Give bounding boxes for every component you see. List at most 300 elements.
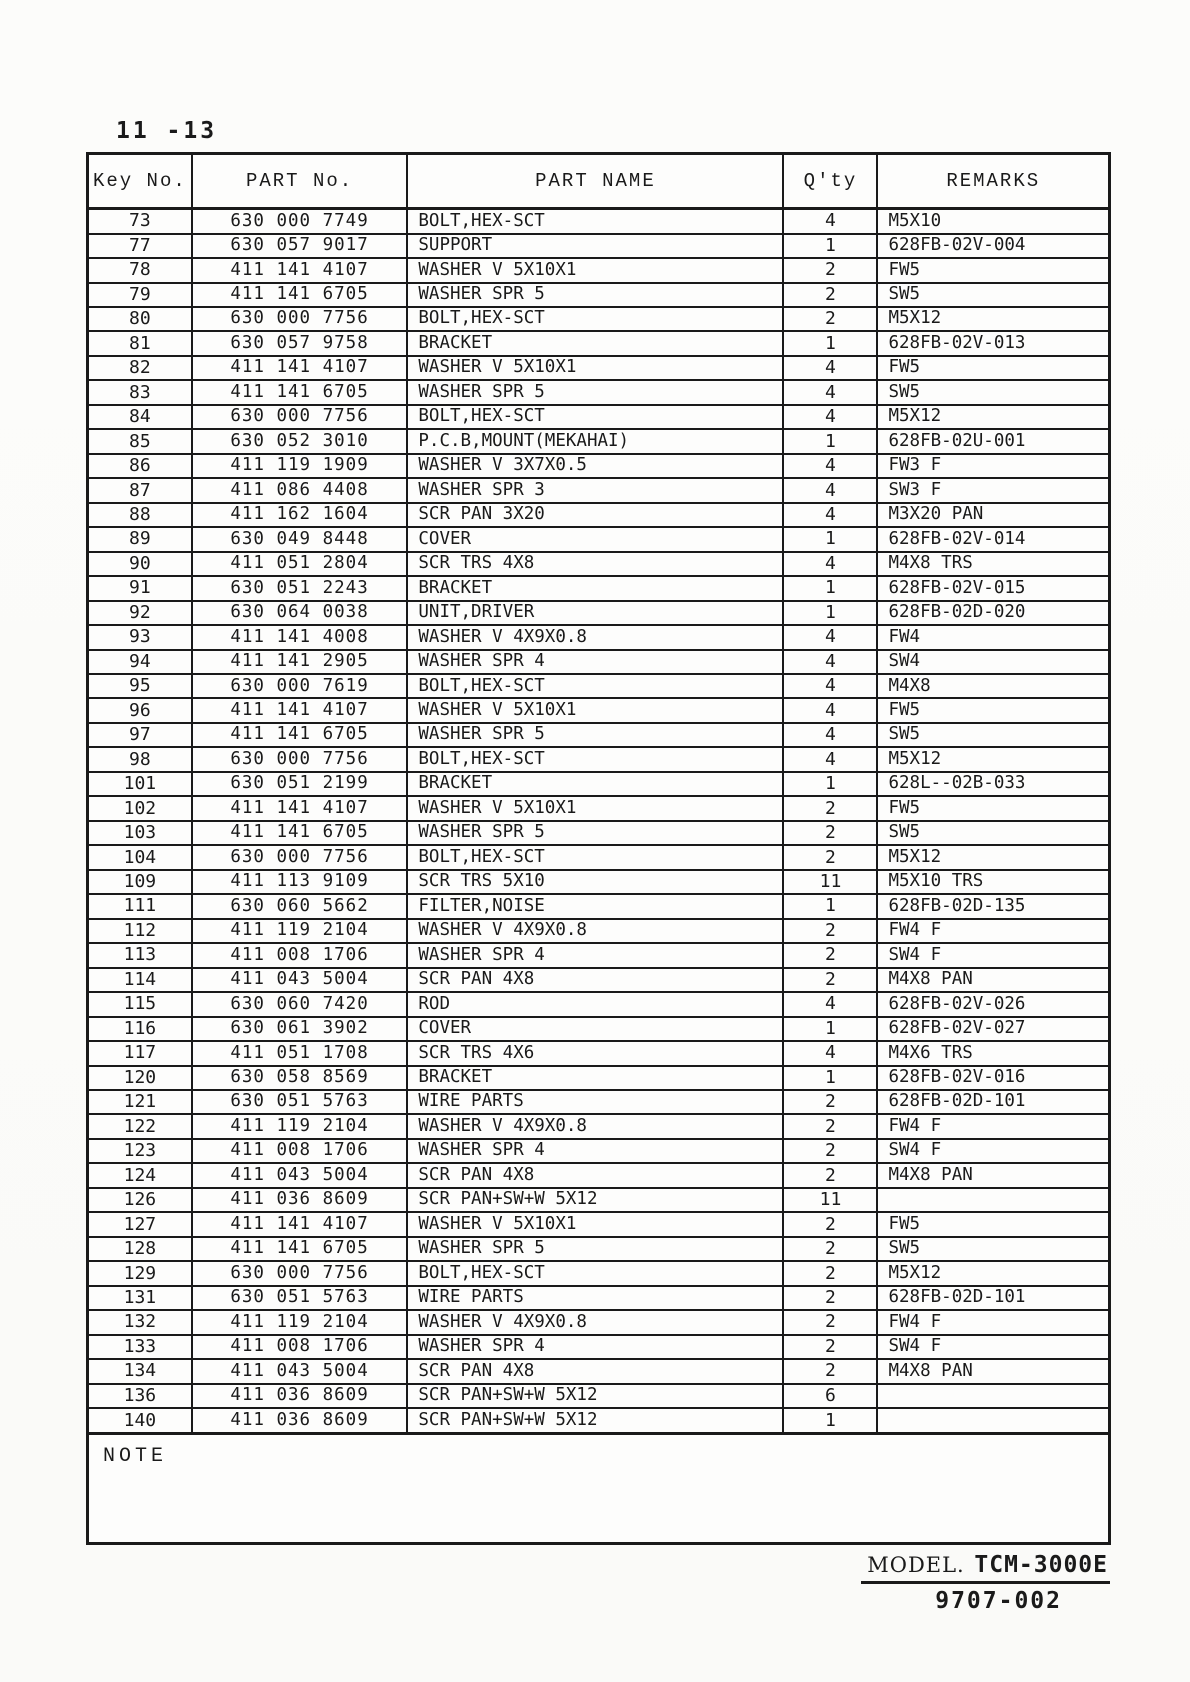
part-no-cell: 411 036 8609	[192, 1408, 408, 1433]
remarks-cell: M4X6 TRS	[877, 1041, 1109, 1065]
remarks-cell: FW4 F	[877, 1114, 1109, 1138]
qty-cell: 1	[783, 331, 877, 355]
table-row	[88, 894, 1110, 918]
part-no-cell: 411 141 6705	[192, 1237, 408, 1261]
part-no-cell: 411 008 1706	[192, 1139, 408, 1163]
qty-cell: 4	[783, 650, 877, 674]
key-no-cell: 116	[88, 1017, 192, 1041]
part-no-cell: 411 036 8609	[192, 1188, 408, 1212]
qty-cell: 4	[783, 1041, 877, 1065]
qty-cell: 1	[783, 601, 877, 625]
part-name-cell: WASHER SPR 4	[407, 1335, 783, 1359]
key-no-cell: 77	[88, 234, 192, 258]
table-header-row	[88, 154, 1110, 209]
key-no-cell: 95	[88, 674, 192, 698]
part-name-cell: BOLT,HEX-SCT	[407, 845, 783, 869]
part-no-cell: 630 051 2199	[192, 772, 408, 796]
qty-cell: 2	[783, 1310, 877, 1334]
remarks-cell: 628FB-02U-001	[877, 429, 1109, 453]
key-no-cell: 136	[88, 1384, 192, 1408]
part-name-cell: SCR PAN 3X20	[407, 503, 783, 527]
table-row	[88, 1408, 1110, 1433]
part-no-cell: 411 086 4408	[192, 478, 408, 502]
part-no-cell: 630 051 2243	[192, 576, 408, 600]
qty-cell: 2	[783, 307, 877, 331]
table-row	[88, 1237, 1110, 1261]
qty-cell: 11	[783, 1188, 877, 1212]
qty-cell: 2	[783, 258, 877, 282]
table-row	[88, 674, 1110, 698]
remarks-cell: 628L--02B-033	[877, 772, 1109, 796]
qty-cell: 4	[783, 674, 877, 698]
table-row	[88, 625, 1110, 649]
part-no-cell: 411 141 2905	[192, 650, 408, 674]
key-no-cell: 98	[88, 747, 192, 771]
table-row	[88, 1384, 1110, 1408]
part-name-cell: WASHER V 4X9X0.8	[407, 919, 783, 943]
qty-cell: 1	[783, 1066, 877, 1090]
qty-cell: 2	[783, 1261, 877, 1285]
qty-cell: 2	[783, 1335, 877, 1359]
key-no-cell: 89	[88, 527, 192, 551]
remarks-cell: SW4	[877, 650, 1109, 674]
key-no-cell: 126	[88, 1188, 192, 1212]
table-row	[88, 772, 1110, 796]
table-row	[88, 1163, 1110, 1187]
remarks-cell: FW4 F	[877, 1310, 1109, 1334]
part-name-cell: SCR PAN+SW+W 5X12	[407, 1408, 783, 1433]
qty-cell: 2	[783, 1212, 877, 1236]
remarks-cell	[877, 1384, 1109, 1408]
key-no-cell: 129	[88, 1261, 192, 1285]
part-name-cell: WIRE PARTS	[407, 1090, 783, 1114]
table-row	[88, 1286, 1110, 1310]
key-no-cell: 81	[88, 331, 192, 355]
part-name-cell: WASHER SPR 4	[407, 943, 783, 967]
table-row	[88, 503, 1110, 527]
part-no-cell: 630 000 7756	[192, 405, 408, 429]
part-name-cell: WASHER SPR 4	[407, 1139, 783, 1163]
qty-cell: 4	[783, 405, 877, 429]
table-row	[88, 331, 1110, 355]
key-no-cell: 93	[88, 625, 192, 649]
remarks-cell: FW5	[877, 698, 1109, 722]
part-no-cell: 630 064 0038	[192, 601, 408, 625]
table-row	[88, 283, 1110, 307]
part-no-cell: 411 008 1706	[192, 943, 408, 967]
qty-cell: 4	[783, 747, 877, 771]
part-name-cell: BOLT,HEX-SCT	[407, 747, 783, 771]
footer	[861, 1552, 1110, 1614]
qty-cell: 1	[783, 234, 877, 258]
key-no-cell: 102	[88, 796, 192, 820]
remarks-cell: M5X12	[877, 405, 1109, 429]
part-name-cell: BRACKET	[407, 576, 783, 600]
table-row	[88, 478, 1110, 502]
qty-cell: 4	[783, 209, 877, 234]
part-no-cell: 411 141 6705	[192, 283, 408, 307]
part-name-cell: ROD	[407, 992, 783, 1016]
part-name-cell: P.C.B,MOUNT(MEKAHAI)	[407, 429, 783, 453]
key-no-cell: 134	[88, 1359, 192, 1383]
col-header-part-name: PART NAME	[407, 154, 783, 209]
part-name-cell: UNIT,DRIVER	[407, 601, 783, 625]
part-name-cell: WASHER SPR 4	[407, 650, 783, 674]
key-no-cell: 127	[88, 1212, 192, 1236]
table-row	[88, 454, 1110, 478]
part-name-cell: BRACKET	[407, 1066, 783, 1090]
note-label: NOTE	[103, 1445, 168, 1468]
part-no-cell: 630 000 7619	[192, 674, 408, 698]
key-no-cell: 92	[88, 601, 192, 625]
remarks-cell: M5X10 TRS	[877, 870, 1109, 894]
part-name-cell: BRACKET	[407, 772, 783, 796]
qty-cell: 4	[783, 478, 877, 502]
part-name-cell: WASHER V 4X9X0.8	[407, 1310, 783, 1334]
key-no-cell: 124	[88, 1163, 192, 1187]
part-no-cell: 630 051 5763	[192, 1286, 408, 1310]
key-no-cell: 82	[88, 356, 192, 380]
remarks-cell: SW4 F	[877, 943, 1109, 967]
key-no-cell: 111	[88, 894, 192, 918]
qty-cell: 1	[783, 527, 877, 551]
qty-cell: 2	[783, 919, 877, 943]
remarks-cell: M5X12	[877, 307, 1109, 331]
part-name-cell: SCR TRS 4X8	[407, 552, 783, 576]
remarks-cell	[877, 1188, 1109, 1212]
remarks-cell: 628FB-02D-135	[877, 894, 1109, 918]
key-no-cell: 113	[88, 943, 192, 967]
part-no-cell: 630 058 8569	[192, 1066, 408, 1090]
table-row	[88, 698, 1110, 722]
key-no-cell: 96	[88, 698, 192, 722]
key-no-cell: 112	[88, 919, 192, 943]
table-row	[88, 1359, 1110, 1383]
part-name-cell: BRACKET	[407, 331, 783, 355]
remarks-cell: M5X12	[877, 845, 1109, 869]
table-row	[88, 796, 1110, 820]
key-no-cell: 90	[88, 552, 192, 576]
part-name-cell: COVER	[407, 527, 783, 551]
qty-cell: 2	[783, 968, 877, 992]
table-row	[88, 1090, 1110, 1114]
part-name-cell: WASHER SPR 3	[407, 478, 783, 502]
qty-cell: 2	[783, 283, 877, 307]
table-row	[88, 552, 1110, 576]
remarks-cell: M5X12	[877, 1261, 1109, 1285]
table-row	[88, 919, 1110, 943]
part-name-cell: BOLT,HEX-SCT	[407, 1261, 783, 1285]
key-no-cell: 94	[88, 650, 192, 674]
qty-cell: 1	[783, 576, 877, 600]
part-name-cell: WASHER V 5X10X1	[407, 698, 783, 722]
part-no-cell: 630 000 7756	[192, 747, 408, 771]
part-no-cell: 630 049 8448	[192, 527, 408, 551]
key-no-cell: 140	[88, 1408, 192, 1433]
qty-cell: 4	[783, 698, 877, 722]
remarks-cell: SW5	[877, 283, 1109, 307]
table-row	[88, 209, 1110, 234]
part-name-cell: WASHER V 4X9X0.8	[407, 1114, 783, 1138]
key-no-cell: 104	[88, 845, 192, 869]
remarks-cell: 628FB-02V-004	[877, 234, 1109, 258]
part-name-cell: BOLT,HEX-SCT	[407, 405, 783, 429]
key-no-cell: 103	[88, 821, 192, 845]
remarks-cell: M5X12	[877, 747, 1109, 771]
part-no-cell: 411 119 2104	[192, 919, 408, 943]
remarks-cell: 628FB-02V-015	[877, 576, 1109, 600]
key-no-cell: 123	[88, 1139, 192, 1163]
qty-cell: 2	[783, 1090, 877, 1114]
remarks-cell: 628FB-02D-101	[877, 1090, 1109, 1114]
part-name-cell: BOLT,HEX-SCT	[407, 209, 783, 234]
qty-cell: 1	[783, 772, 877, 796]
part-name-cell: WASHER V 4X9X0.8	[407, 625, 783, 649]
table-row	[88, 380, 1110, 404]
key-no-cell: 83	[88, 380, 192, 404]
key-no-cell: 117	[88, 1041, 192, 1065]
qty-cell: 1	[783, 894, 877, 918]
key-no-cell: 88	[88, 503, 192, 527]
part-name-cell: SCR PAN 4X8	[407, 1359, 783, 1383]
remarks-cell: FW4	[877, 625, 1109, 649]
table-row	[88, 821, 1110, 845]
part-name-cell: SCR PAN+SW+W 5X12	[407, 1188, 783, 1212]
remarks-cell	[877, 1408, 1109, 1433]
part-no-cell: 411 119 1909	[192, 454, 408, 478]
model-label: MODEL.	[867, 1553, 965, 1577]
qty-cell: 4	[783, 723, 877, 747]
qty-cell: 2	[783, 821, 877, 845]
qty-cell: 2	[783, 796, 877, 820]
remarks-cell: SW4 F	[877, 1335, 1109, 1359]
part-name-cell: WASHER SPR 5	[407, 380, 783, 404]
key-no-cell: 128	[88, 1237, 192, 1261]
remarks-cell: FW4 F	[877, 919, 1109, 943]
key-no-cell: 120	[88, 1066, 192, 1090]
key-no-cell: 73	[88, 209, 192, 234]
part-no-cell: 411 141 4107	[192, 356, 408, 380]
table-row	[88, 1310, 1110, 1334]
remarks-cell: 628FB-02V-013	[877, 331, 1109, 355]
part-no-cell: 411 043 5004	[192, 1359, 408, 1383]
qty-cell: 2	[783, 1237, 877, 1261]
qty-cell: 2	[783, 845, 877, 869]
part-no-cell: 411 141 4008	[192, 625, 408, 649]
remarks-cell: M4X8 PAN	[877, 1359, 1109, 1383]
qty-cell: 1	[783, 429, 877, 453]
table-row	[88, 576, 1110, 600]
key-no-cell: 78	[88, 258, 192, 282]
part-no-cell: 630 000 7756	[192, 307, 408, 331]
qty-cell: 4	[783, 552, 877, 576]
table-row	[88, 943, 1110, 967]
part-no-cell: 411 141 6705	[192, 380, 408, 404]
remarks-cell: M4X8 PAN	[877, 1163, 1109, 1187]
remarks-cell: M4X8 PAN	[877, 968, 1109, 992]
table-row	[88, 870, 1110, 894]
part-no-cell: 411 141 6705	[192, 723, 408, 747]
qty-cell: 4	[783, 356, 877, 380]
part-no-cell: 411 141 4107	[192, 796, 408, 820]
qty-cell: 2	[783, 1114, 877, 1138]
table-row	[88, 258, 1110, 282]
part-name-cell: WASHER SPR 5	[407, 723, 783, 747]
key-no-cell: 122	[88, 1114, 192, 1138]
part-name-cell: WASHER SPR 5	[407, 821, 783, 845]
model-number: TCM-3000E	[974, 1552, 1108, 1578]
part-no-cell: 630 051 5763	[192, 1090, 408, 1114]
remarks-cell: M3X20 PAN	[877, 503, 1109, 527]
part-no-cell: 630 000 7756	[192, 1261, 408, 1285]
table-row	[88, 1066, 1110, 1090]
key-no-cell: 79	[88, 283, 192, 307]
part-no-cell: 630 060 5662	[192, 894, 408, 918]
remarks-cell: FW5	[877, 258, 1109, 282]
part-no-cell: 411 141 4107	[192, 1212, 408, 1236]
part-no-cell: 411 141 4107	[192, 698, 408, 722]
part-no-cell: 630 000 7756	[192, 845, 408, 869]
qty-cell: 2	[783, 1286, 877, 1310]
part-name-cell: WASHER SPR 5	[407, 1237, 783, 1261]
remarks-cell: 628FB-02D-101	[877, 1286, 1109, 1310]
remarks-cell: M5X10	[877, 209, 1109, 234]
remarks-cell: 628FB-02V-014	[877, 527, 1109, 551]
part-name-cell: WASHER V 3X7X0.5	[407, 454, 783, 478]
table-row	[88, 356, 1110, 380]
part-name-cell: WASHER SPR 5	[407, 283, 783, 307]
key-no-cell: 109	[88, 870, 192, 894]
table-row	[88, 1041, 1110, 1065]
part-name-cell: WASHER V 5X10X1	[407, 796, 783, 820]
part-no-cell: 411 036 8609	[192, 1384, 408, 1408]
part-no-cell: 630 000 7749	[192, 209, 408, 234]
col-header-qty: Q'ty	[783, 154, 877, 209]
remarks-cell: M4X8	[877, 674, 1109, 698]
part-no-cell: 411 043 5004	[192, 1163, 408, 1187]
table-row	[88, 968, 1110, 992]
remarks-cell: SW5	[877, 1237, 1109, 1261]
remarks-cell: 628FB-02V-016	[877, 1066, 1109, 1090]
table-row	[88, 845, 1110, 869]
part-no-cell: 411 162 1604	[192, 503, 408, 527]
key-no-cell: 97	[88, 723, 192, 747]
qty-cell: 1	[783, 1408, 877, 1433]
remarks-cell: FW5	[877, 356, 1109, 380]
key-no-cell: 86	[88, 454, 192, 478]
table-row	[88, 1139, 1110, 1163]
qty-cell: 2	[783, 1163, 877, 1187]
note-box	[86, 1433, 1111, 1545]
parts-table	[86, 152, 1111, 1435]
page-number: 11 -13	[116, 118, 218, 144]
part-name-cell: WASHER V 5X10X1	[407, 1212, 783, 1236]
part-no-cell: 411 141 6705	[192, 821, 408, 845]
table-row	[88, 650, 1110, 674]
part-name-cell: SCR PAN 4X8	[407, 1163, 783, 1187]
key-no-cell: 87	[88, 478, 192, 502]
key-no-cell: 101	[88, 772, 192, 796]
qty-cell: 2	[783, 943, 877, 967]
part-name-cell: WASHER V 5X10X1	[407, 356, 783, 380]
remarks-cell: 628FB-02D-020	[877, 601, 1109, 625]
part-no-cell: 411 051 1708	[192, 1041, 408, 1065]
table-row	[88, 405, 1110, 429]
remarks-cell: 628FB-02V-027	[877, 1017, 1109, 1041]
key-no-cell: 131	[88, 1286, 192, 1310]
qty-cell: 4	[783, 503, 877, 527]
table-row	[88, 1335, 1110, 1359]
part-name-cell: SCR TRS 5X10	[407, 870, 783, 894]
table-row	[88, 307, 1110, 331]
table-row	[88, 747, 1110, 771]
part-name-cell: BOLT,HEX-SCT	[407, 307, 783, 331]
remarks-cell: M4X8 TRS	[877, 552, 1109, 576]
key-no-cell: 133	[88, 1335, 192, 1359]
remarks-cell: FW3 F	[877, 454, 1109, 478]
remarks-cell: FW5	[877, 1212, 1109, 1236]
part-name-cell: BOLT,HEX-SCT	[407, 674, 783, 698]
part-no-cell: 411 051 2804	[192, 552, 408, 576]
part-name-cell: WIRE PARTS	[407, 1286, 783, 1310]
key-no-cell: 85	[88, 429, 192, 453]
table-row	[88, 1212, 1110, 1236]
part-no-cell: 411 119 2104	[192, 1310, 408, 1334]
part-no-cell: 411 119 2104	[192, 1114, 408, 1138]
part-no-cell: 630 057 9758	[192, 331, 408, 355]
part-no-cell: 630 061 3902	[192, 1017, 408, 1041]
remarks-cell: SW5	[877, 821, 1109, 845]
part-no-cell: 630 060 7420	[192, 992, 408, 1016]
col-header-part-no: PART No.	[192, 154, 408, 209]
qty-cell: 4	[783, 454, 877, 478]
part-no-cell: 411 043 5004	[192, 968, 408, 992]
part-no-cell: 630 052 3010	[192, 429, 408, 453]
qty-cell: 4	[783, 625, 877, 649]
part-name-cell: COVER	[407, 1017, 783, 1041]
qty-cell: 1	[783, 1017, 877, 1041]
table-row	[88, 429, 1110, 453]
qty-cell: 11	[783, 870, 877, 894]
model-line	[861, 1552, 1110, 1584]
key-no-cell: 80	[88, 307, 192, 331]
key-no-cell: 121	[88, 1090, 192, 1114]
remarks-cell: SW5	[877, 723, 1109, 747]
qty-cell: 4	[783, 380, 877, 404]
part-name-cell: WASHER V 5X10X1	[407, 258, 783, 282]
table-row	[88, 1188, 1110, 1212]
table-row	[88, 723, 1110, 747]
remarks-cell: 628FB-02V-026	[877, 992, 1109, 1016]
doc-number: 9707-002	[935, 1588, 1062, 1614]
key-no-cell: 132	[88, 1310, 192, 1334]
remarks-cell: FW5	[877, 796, 1109, 820]
part-name-cell: FILTER,NOISE	[407, 894, 783, 918]
table-row	[88, 527, 1110, 551]
table-row	[88, 1261, 1110, 1285]
qty-cell: 4	[783, 992, 877, 1016]
table-row	[88, 992, 1110, 1016]
remarks-cell: SW5	[877, 380, 1109, 404]
part-no-cell: 411 141 4107	[192, 258, 408, 282]
part-no-cell: 411 008 1706	[192, 1335, 408, 1359]
table-row	[88, 601, 1110, 625]
part-name-cell: SUPPORT	[407, 234, 783, 258]
table-row	[88, 234, 1110, 258]
qty-cell: 2	[783, 1139, 877, 1163]
remarks-cell: SW4 F	[877, 1139, 1109, 1163]
col-header-key-no: Key No.	[88, 154, 192, 209]
